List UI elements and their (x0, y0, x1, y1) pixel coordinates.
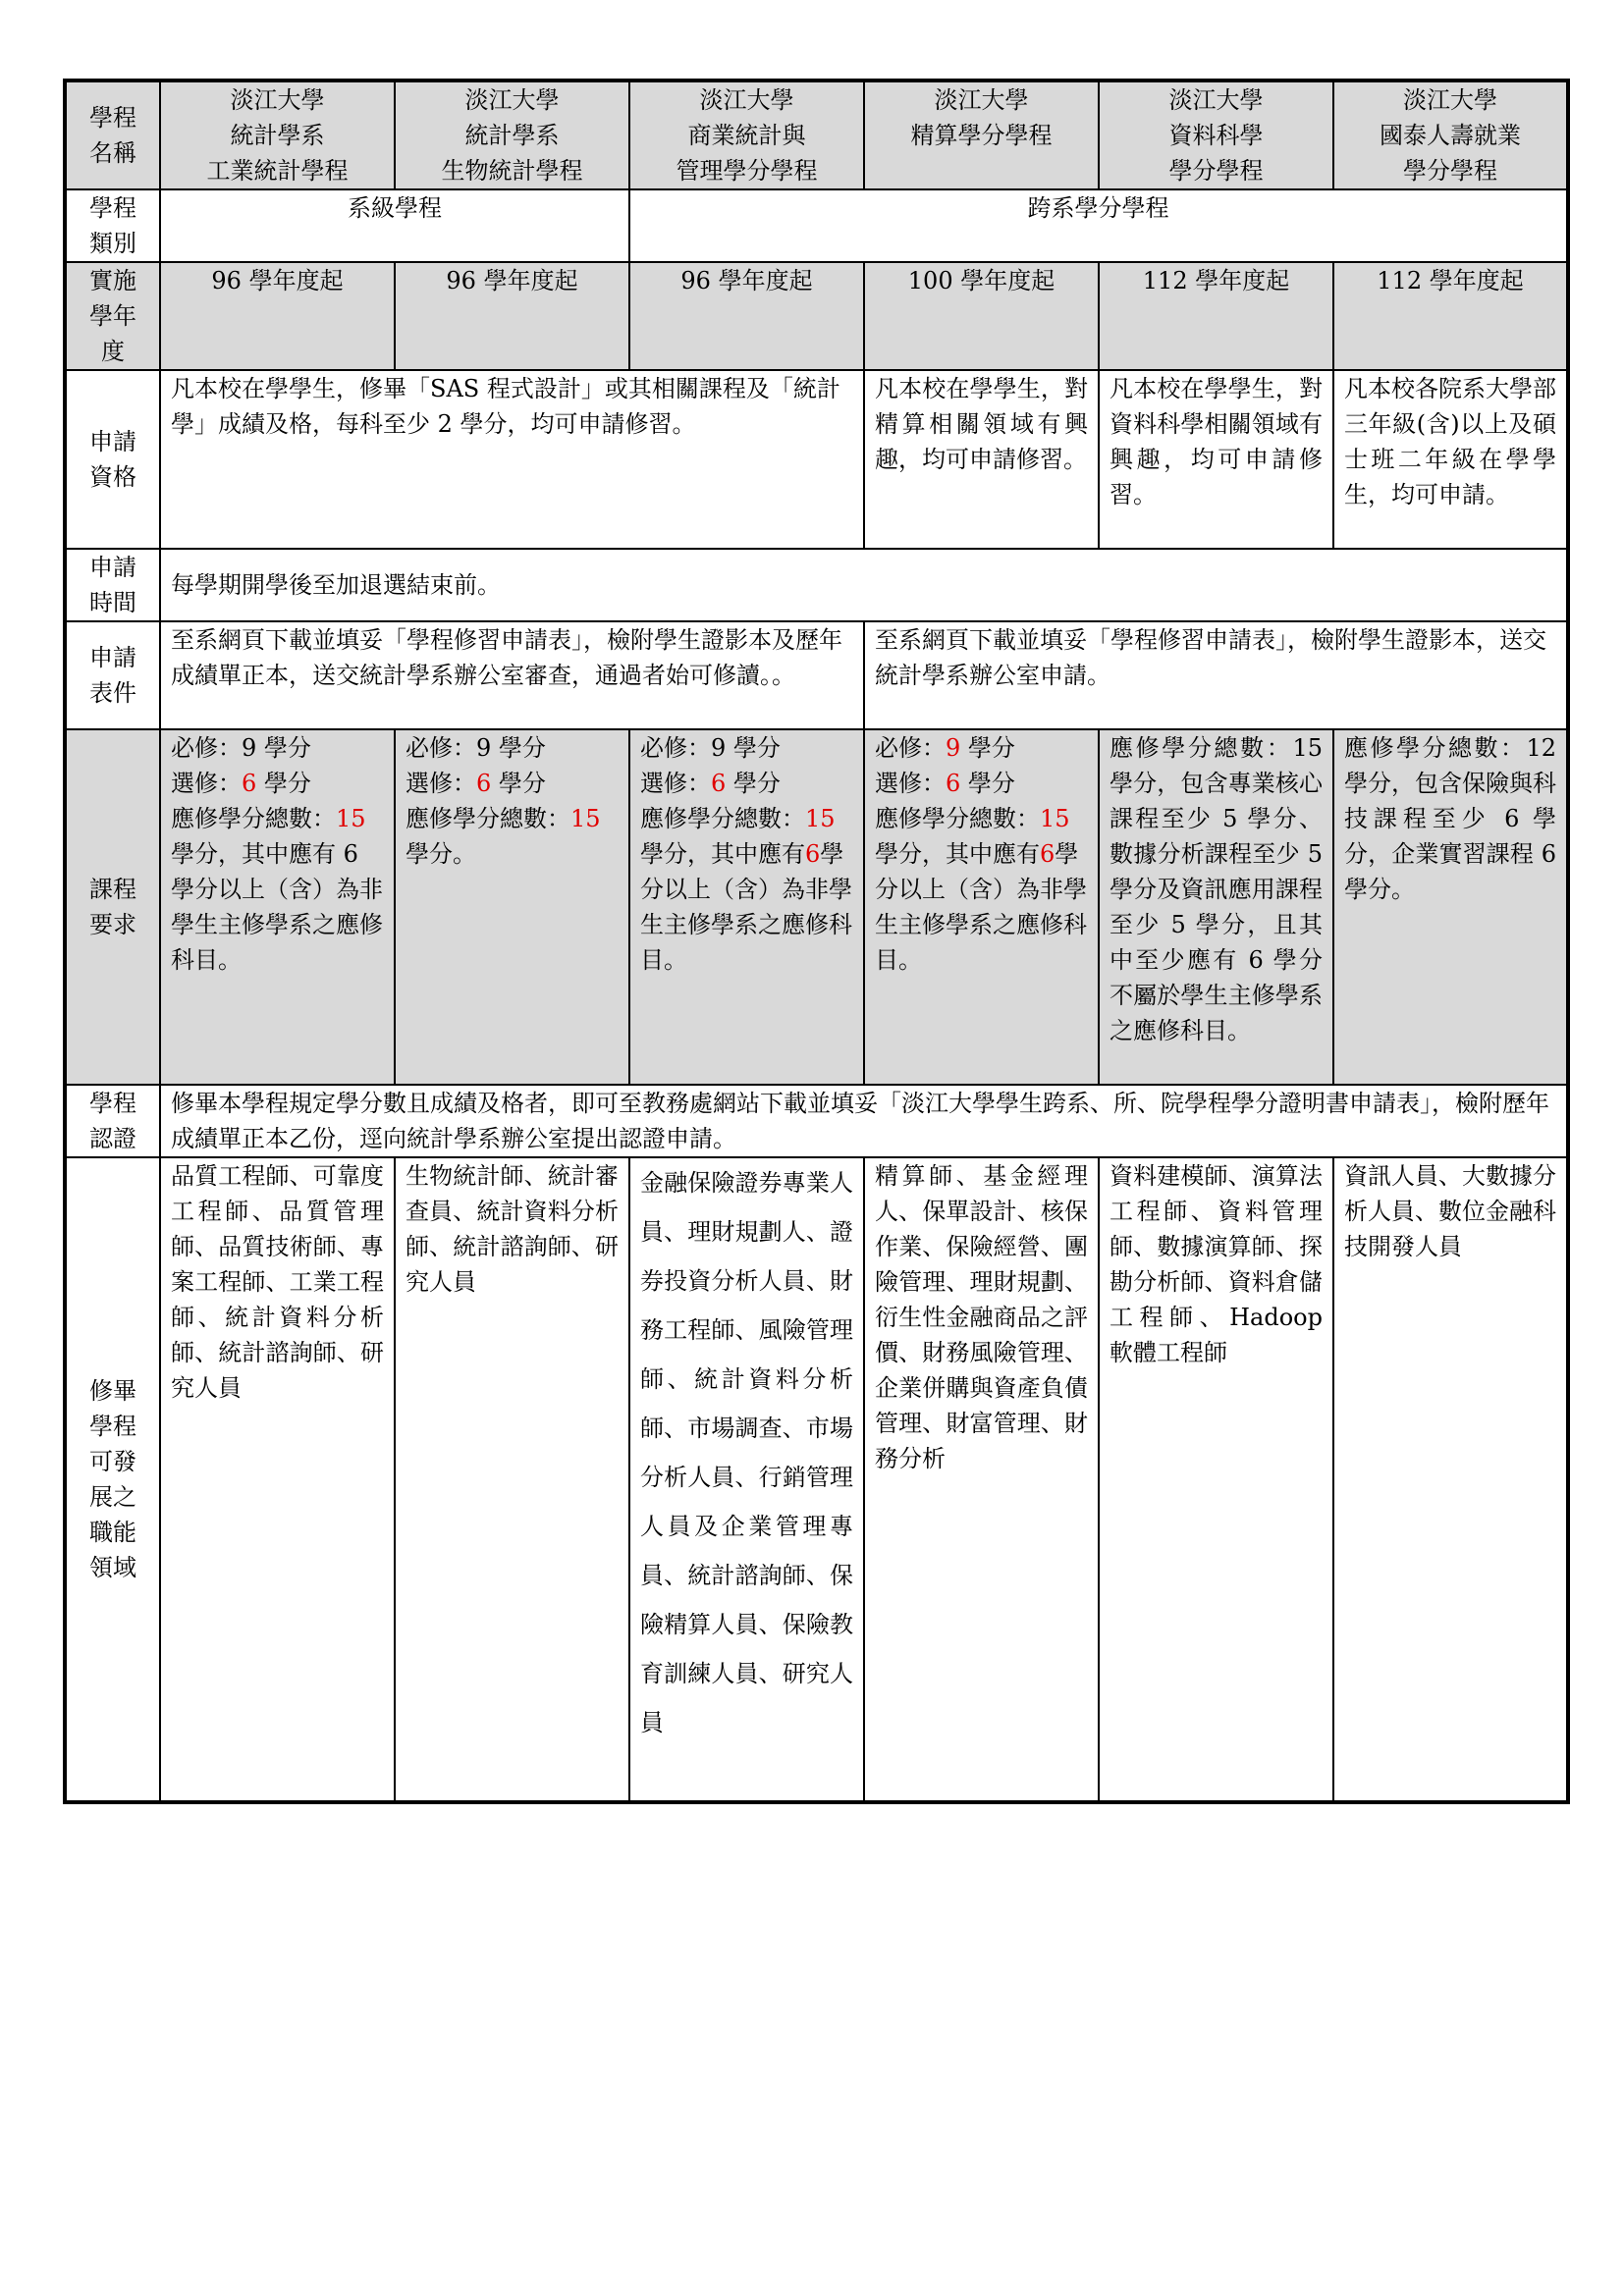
certification-text: 修畢本學程規定學分數且成績及格者，即可至教務處網站下載並填妥「淡江大學學生跨系、所、院學程學分證明書申請表」，檢附歷年成績單正本乙份，逕向統計學系辦公室提出認證申請。 (160, 1085, 1568, 1157)
requirement-industrial: 必修：9 學分 選修：6 學分 應修學分總數：15學分，其中應有 6 學分以上（含）為非學生主修學系之應修科目。 (160, 729, 395, 1085)
program-header-cathay: 淡江大學 國泰人壽就業 學分學程 (1333, 80, 1568, 189)
label-program-type: 學程 類別 (65, 189, 160, 262)
type-cross: 跨系學分學程 (629, 189, 1568, 262)
type-dept: 系級學程 (160, 189, 629, 262)
program-header-actuarial: 淡江大學 精算學分學程 (864, 80, 1099, 189)
label-eligibility: 申請 資格 (65, 370, 160, 549)
apply-time-text: 每學期開學後至加退選結束前。 (160, 549, 1568, 621)
apply-form-left: 至系網頁下載並填妥「學程修習申請表」，檢附學生證影本及歷年成績單正本，送交統計學系辦公室審查，通過者始可修讀。。 (160, 621, 864, 729)
row-apply-form (65, 621, 1568, 729)
label-start-year: 實施 學年 度 (65, 262, 160, 370)
row-certification (65, 1085, 1568, 1157)
row-course-requirements (65, 729, 1568, 1085)
label-apply-time: 申請 時間 (65, 549, 160, 621)
row-eligibility (65, 370, 1568, 549)
eligibility-stats: 凡本校在學學生，修畢「SAS 程式設計」或其相關課程及「統計學」成績及格，每科至少 2 學分，均可申請修習。 (160, 370, 864, 549)
row-program-type (65, 189, 1568, 262)
career-datasci: 資料建模師、演算法工程師、資料管理師、數據演算師、探勘分析師、資料倉儲工程師、Hadoop 軟體工程師 (1099, 1157, 1333, 1802)
program-comparison-table (63, 79, 1570, 1804)
label-apply-form: 申請 表件 (65, 621, 160, 729)
label-program-name: 學程 名稱 (65, 80, 160, 189)
label-career: 修畢 學程 可發 展之 職能 領域 (65, 1157, 160, 1802)
year-biostat: 96 學年度起 (395, 262, 629, 370)
requirement-datasci: 應修學分總數：15 學分，包含專業核心課程至少 5 學分、數據分析課程至少 5 學分及資訊應用課程至少 5 學分，且其中至少應有 6 學分不屬於學生主修學系之應修科目。 (1099, 729, 1333, 1085)
program-header-biostat: 淡江大學 統計學系 生物統計學程 (395, 80, 629, 189)
program-header-industrial: 淡江大學 統計學系 工業統計學程 (160, 80, 395, 189)
requirement-business: 必修：9 學分 選修：6 學分 應修學分總數：15學分，其中應有6學分以上（含）為非學生主修學系之應修科目。 (629, 729, 864, 1085)
row-start-year (65, 262, 1568, 370)
career-industrial: 品質工程師、可靠度工程師、品質管理師、品質技術師、專案工程師、工業工程師、統計資料分析師、統計諮詢師、研究人員 (160, 1157, 395, 1802)
eligibility-actuarial: 凡本校在學學生，對精算相關領域有興趣，均可申請修習。 (864, 370, 1099, 549)
career-actuarial: 精算師、基金經理人、保單設計、核保作業、保險經營、團險管理、理財規劃、衍生性金融商品之評價、財務風險管理、企業併購與資產負債管理、財富管理、財務分析 (864, 1157, 1099, 1802)
year-datasci: 112 學年度起 (1099, 262, 1333, 370)
row-apply-time (65, 549, 1568, 621)
requirement-biostat: 必修：9 學分 選修：6 學分 應修學分總數：15學分。 (395, 729, 629, 1085)
year-cathay: 112 學年度起 (1333, 262, 1568, 370)
year-business: 96 學年度起 (629, 262, 864, 370)
career-biostat: 生物統計師、統計審查員、統計資料分析師、統計諮詢師、研究人員 (395, 1157, 629, 1802)
career-business: 金融保險證券專業人員、理財規劃人、證券投資分析人員、財務工程師、風險管理師、統計資料分析師、市場調查、市場分析人員、行銷管理人員及企業管理專員、統計諮詢師、保險精算人員、保險教育訓練人員、研究人員 (629, 1157, 864, 1802)
program-header-datasci: 淡江大學 資料科學 學分學程 (1099, 80, 1333, 189)
program-header-business: 淡江大學 商業統計與 管理學分學程 (629, 80, 864, 189)
eligibility-cathay: 凡本校各院系大學部三年級(含)以上及碩士班二年級在學學生，均可申請。 (1333, 370, 1568, 549)
apply-form-right: 至系網頁下載並填妥「學程修習申請表」，檢附學生證影本，送交統計學系辦公室申請。 (864, 621, 1568, 729)
career-cathay: 資訊人員、大數據分析人員、數位金融科技開發人員 (1333, 1157, 1568, 1802)
eligibility-datasci: 凡本校在學學生，對資料科學相關領域有興趣，均可申請修習。 (1099, 370, 1333, 549)
year-industrial: 96 學年度起 (160, 262, 395, 370)
requirement-actuarial: 必修：9 學分 選修：6 學分 應修學分總數：15學分，其中應有6學分以上（含）為非學生主修學系之應修科目。 (864, 729, 1099, 1085)
row-careers (65, 1157, 1568, 1802)
year-actuarial: 100 學年度起 (864, 262, 1099, 370)
label-course-req: 課程 要求 (65, 729, 160, 1085)
requirement-cathay: 應修學分總數：12 學分，包含保險與科技課程至少 6 學分，企業實習課程 6 學分。 (1333, 729, 1568, 1085)
label-certification: 學程 認證 (65, 1085, 160, 1157)
row-program-name (65, 80, 1568, 189)
